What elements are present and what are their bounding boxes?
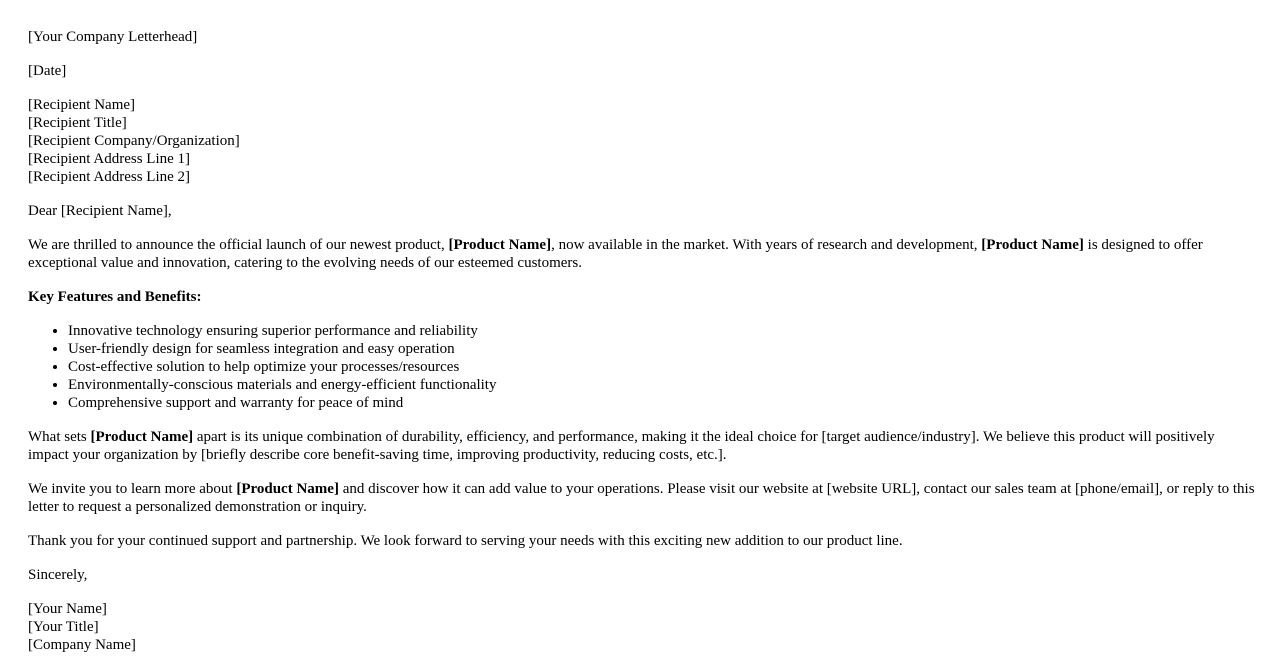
signature-title: [Your Title] [28,619,99,635]
product-name: [Product Name] [448,237,552,253]
list-item: • Environmentally-conscious materials and energy-efficient functionality [68,376,1258,394]
differentiator-text-2: apart is its unique combination of durability, efficiency, and performance, making it the ideal choice for [target audience/industry]. We believe this product will positively impact your organization by [briefly describe core benefit-saving time, improving productivity, reducing costs, etc.]. [28,429,1215,463]
recipient-block [28,96,1258,186]
letter-document [28,28,1258,670]
recipient-company: [Recipient Company/Organization] [28,133,240,149]
invite-text-2: and discover how it can add value to your operations. Please visit our website at [website URL], contact our sales team at [phone/email], or reply to this letter to request a personalized demonstration or inquiry. [28,481,1255,515]
intro-text-3: is designed to offer exceptional value and innovation, catering to the evolving needs of our esteemed customers. [28,237,1203,271]
product-name: [Product Name] [981,237,1084,253]
recipient-title: [Recipient Title] [28,115,127,131]
list-item: • Innovative technology ensuring superior performance and reliability [68,322,1258,340]
letterhead: [Your Company Letterhead] [28,29,198,45]
intro-text-1: We are thrilled to announce the official launch of our newest product, [28,237,449,253]
closing: Sincerely, [28,567,88,583]
intro-paragraph [28,236,1258,272]
features-heading: Key Features and Benefits: [28,289,202,305]
thanks-paragraph: Thank you for your continued support and partnership. We look forward to serving your needs with this exciting new addition to our product line. [28,533,903,549]
recipient-name: [Recipient Name] [28,97,136,113]
differentiator-text-1: What sets [28,429,91,445]
intro-text-2: , now available in the market. With years of research and development, [551,237,982,253]
signature-block [28,600,1258,654]
invite-text-1: We invite you to learn more about [28,481,237,497]
signature-name: [Your Name] [28,601,107,617]
list-item: • User-friendly design for seamless integration and easy operation [68,340,1258,358]
letter-date: [Date] [28,63,67,79]
product-name: [Product Name] [236,481,339,497]
differentiator-paragraph [28,428,1258,464]
product-name: [Product Name] [90,429,194,445]
list-item: • Comprehensive support and warranty for peace of mind [68,394,1258,412]
salutation: Dear [Recipient Name], [28,203,172,219]
list-item: • Cost-effective solution to help optimize your processes/resources [68,358,1258,376]
recipient-address-line-2: [Recipient Address Line 2] [28,169,191,185]
recipient-address-line-1: [Recipient Address Line 1] [28,151,191,167]
invite-paragraph [28,480,1258,516]
features-list [28,322,1258,412]
signature-company: [Company Name] [28,637,136,653]
